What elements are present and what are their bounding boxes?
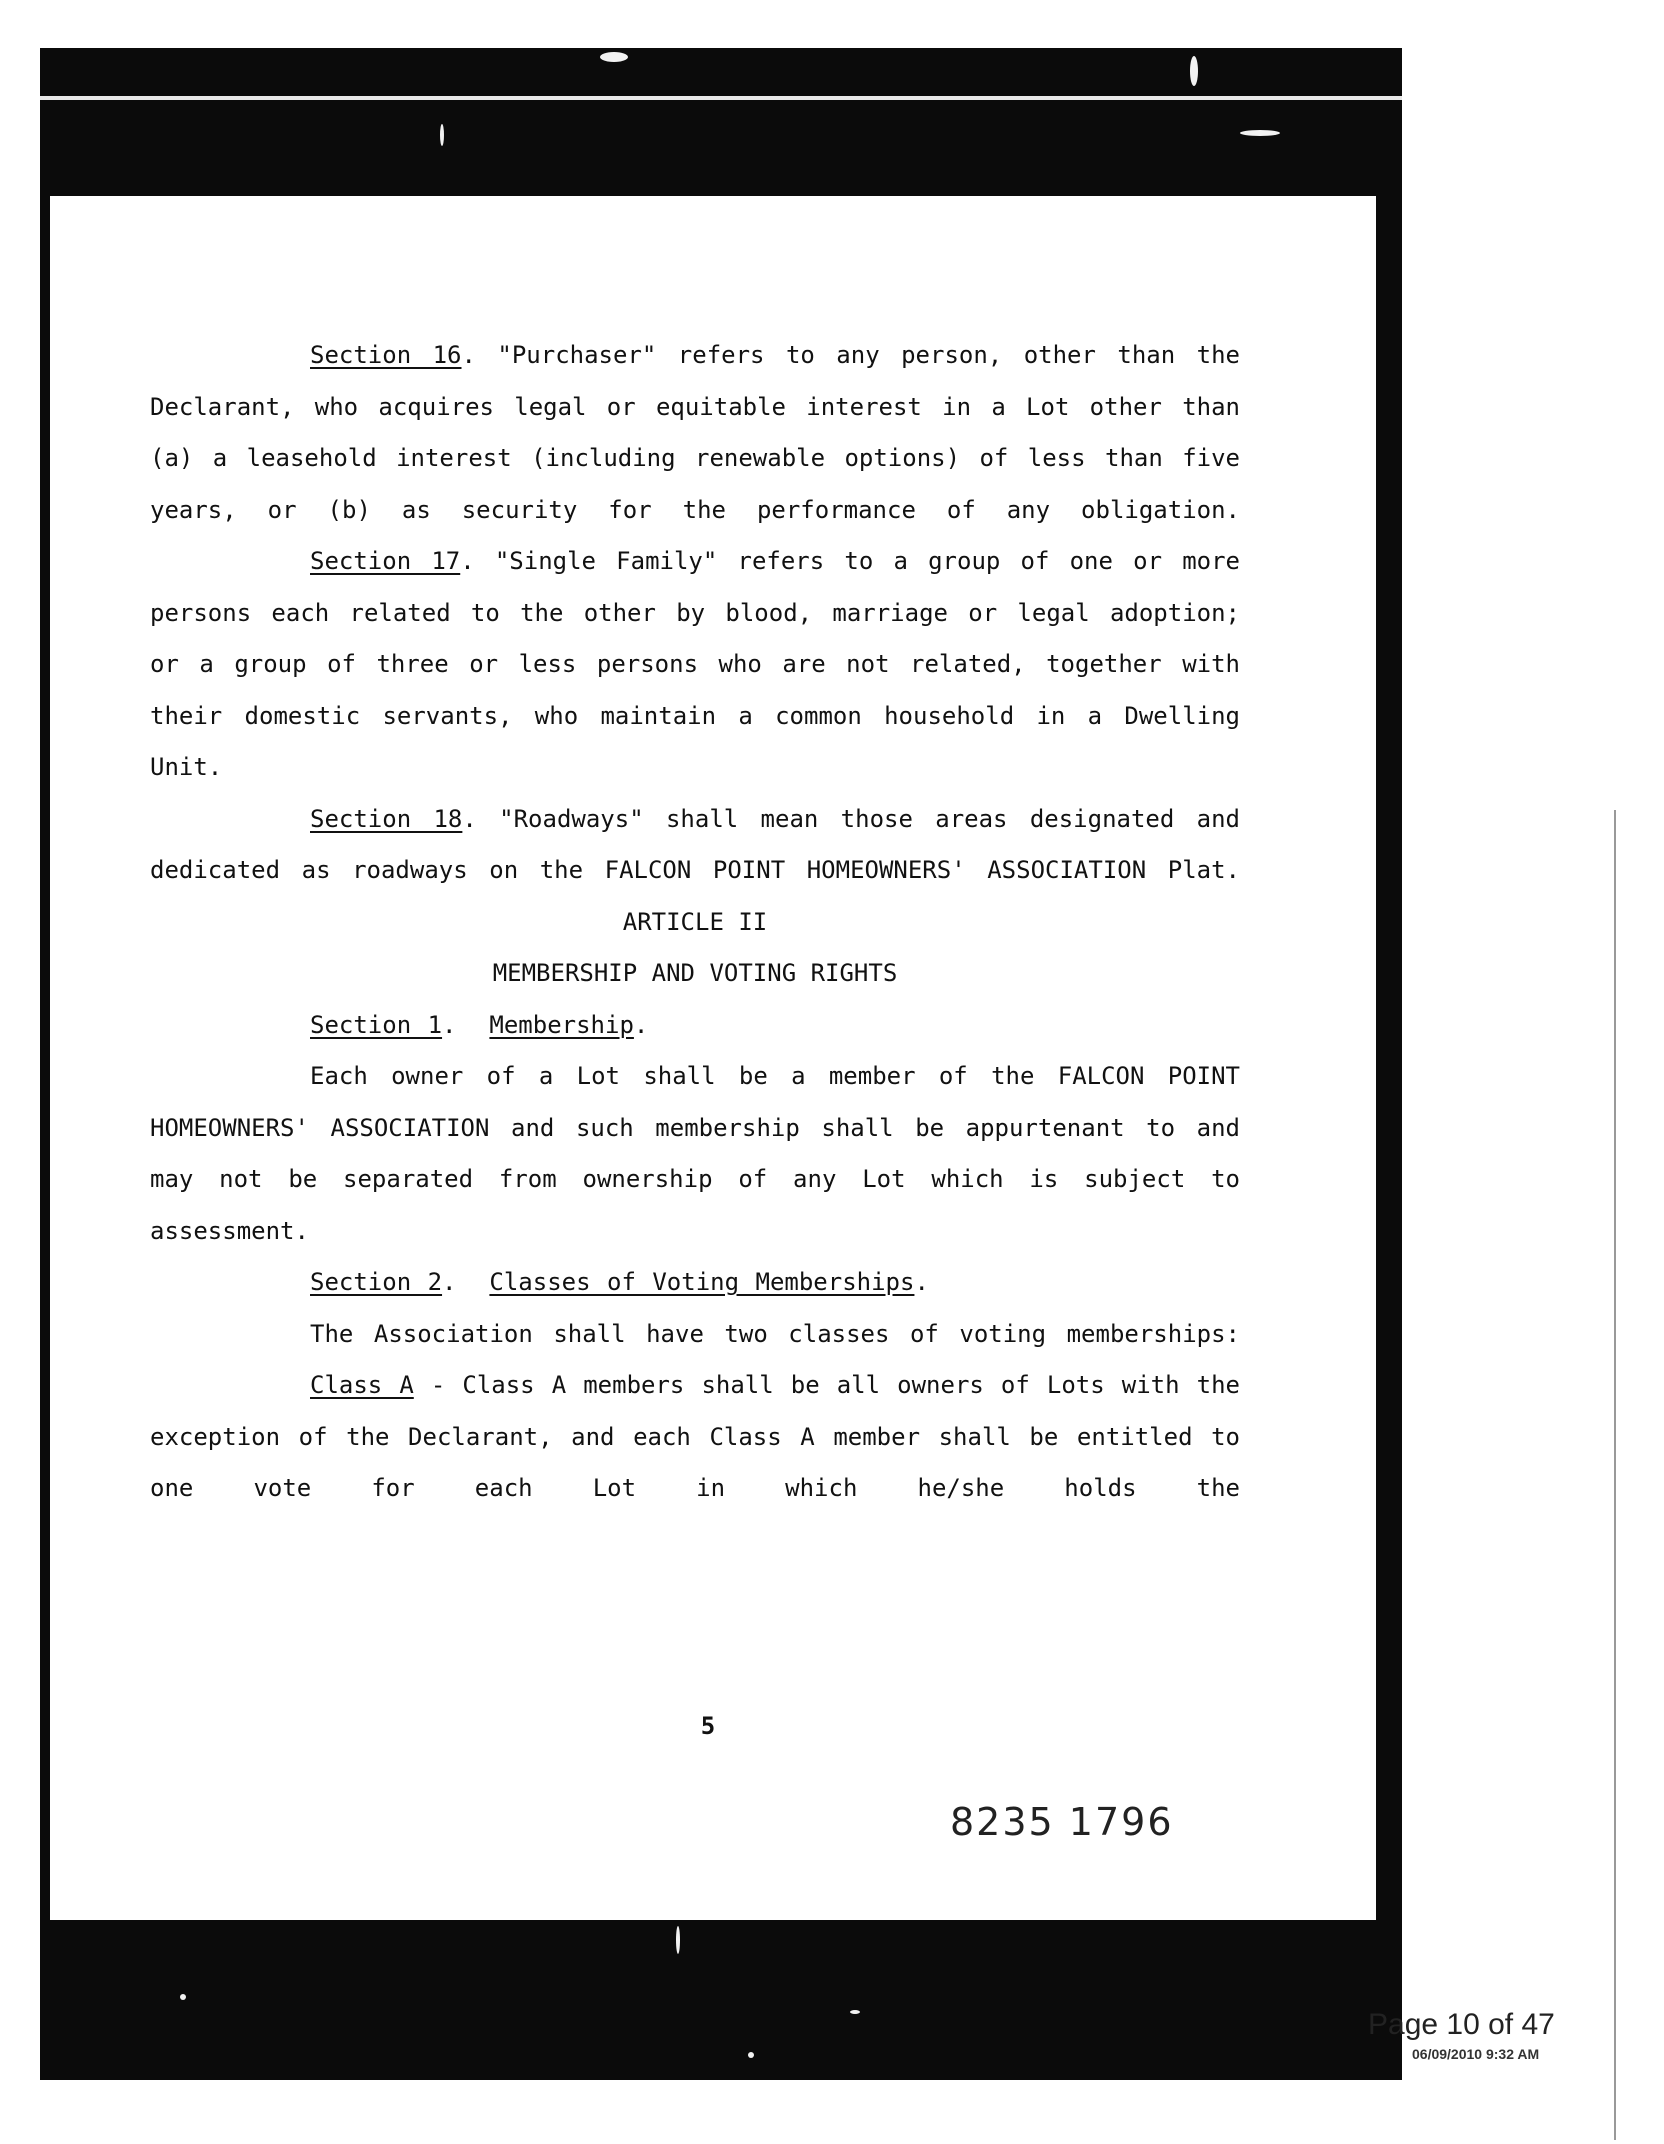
section-16-text: . "Purchaser" refers to any person, other than the Declarant, who acquires legal or equitable interest in a Lot other than (a) a leasehold interest (including renewable options) of less than five years, or (b) as security for the performance of any obligation. — [150, 341, 1240, 524]
article-section-1-body: Each owner of a Lot shall be a member of the FALCON POINT HOMEOWNERS' ASSOCIATION and such membership shall be appurtenant to and may not be separated from ownership of any Lot which is subject to assessment. — [150, 1062, 1240, 1245]
class-a-text: - Class A members shall be all owners of Lots with the exception of the Declarant, and each Class A member shall be entitled to one vote for each Lot in which he/she holds the — [150, 1371, 1240, 1502]
article-section-2-title: Classes of Voting Memberships — [489, 1268, 915, 1296]
section-17-heading: Section 17 — [310, 547, 461, 575]
class-a-heading: Class A — [310, 1371, 414, 1399]
timestamp: 06/09/2010 9:32 AM — [1412, 2046, 1540, 2062]
scan-speck — [440, 124, 444, 146]
class-a-paragraph — [150, 1360, 1240, 1515]
scan-edge-line — [40, 96, 1402, 100]
article-section-1-heading: Section 1. Membership. — [310, 1010, 649, 1039]
scan-speck — [600, 52, 628, 62]
scan-speck — [676, 1926, 680, 1954]
section-17-text: . "Single Family" refers to a group of one or more persons each related to the other by blood, marriage or legal adoption; or a group of three or less persons who are not related, together with their domestic servants, who maintain a common household in a Dwelling Unit. — [150, 547, 1240, 781]
scan-speck — [850, 2010, 860, 2014]
document-body — [150, 330, 1240, 1515]
scan-speck — [1190, 56, 1198, 86]
section-18-heading: Section 18 — [310, 804, 463, 833]
scan-speck — [748, 2052, 754, 2058]
article-subtitle: MEMBERSHIP AND VOTING RIGHTS — [492, 959, 898, 987]
section-18-text: . "Roadways" shall mean those areas designated and dedicated as roadways on the FALCON POINT HOMEOWNERS' ASSOCIATION Plat. — [150, 804, 1240, 884]
article-section-2-label: Section 2 — [310, 1268, 443, 1296]
section-16-paragraph — [150, 330, 1240, 536]
section-16-heading: Section 16 — [310, 341, 462, 369]
margin-rule — [1614, 810, 1616, 2140]
article-section-1-title: Membership — [489, 1010, 634, 1039]
scan-speck — [1240, 130, 1280, 136]
recording-number: 8235 1796 — [950, 1800, 1174, 1844]
scan-speck — [180, 1994, 186, 2000]
article-title: ARTICLE II — [622, 907, 768, 936]
section-18-paragraph — [150, 794, 1240, 897]
page-number: 5 — [700, 1712, 716, 1740]
section-17-paragraph — [150, 536, 1240, 794]
article-section-2-heading: Section 2. Classes of Voting Memberships. — [310, 1268, 929, 1296]
article-section-1-label: Section 1 — [310, 1010, 443, 1039]
page-counter: Page 10 of 47 — [1368, 2008, 1555, 2041]
article-section-2-body: The Association shall have two classes of voting memberships: — [310, 1319, 1240, 1348]
